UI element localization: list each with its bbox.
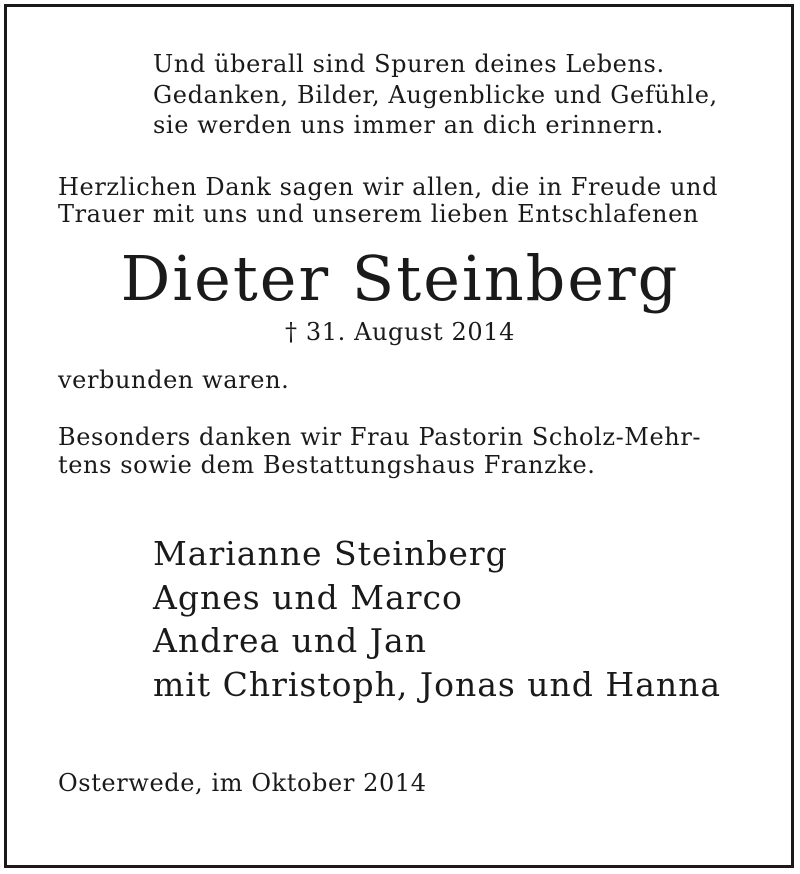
family-member: Marianne Steinberg xyxy=(153,534,508,573)
family-member: Agnes und Marco xyxy=(153,578,463,617)
poem-line: Und überall sind Spuren deines Lebens. xyxy=(153,50,665,78)
connected-line: verbunden waren. xyxy=(58,366,290,394)
special-thanks-line: Besonders danken wir Frau Pastorin Scholz-Mehr- xyxy=(58,423,702,451)
death-date: † 31. August 2014 xyxy=(285,318,515,346)
special-thanks-line: tens sowie dem Bestattungshaus Franzke. xyxy=(58,451,596,479)
poem-line: Gedanken, Bilder, Augenblicke und Gefühle, xyxy=(153,81,718,109)
family-member: mit Christoph, Jonas und Hanna xyxy=(153,665,722,704)
family-member: Andrea und Jan xyxy=(153,621,427,660)
poem-line: sie werden uns immer an dich erinnern. xyxy=(153,111,664,139)
place-date: Osterwede, im Oktober 2014 xyxy=(58,769,427,797)
thanks-line: Herzlichen Dank sagen wir allen, die in Freude und xyxy=(58,173,719,201)
thanks-line: Trauer mit uns und unserem lieben Entschlafenen xyxy=(58,200,699,228)
deceased-name: Dieter Steinberg xyxy=(120,242,680,315)
